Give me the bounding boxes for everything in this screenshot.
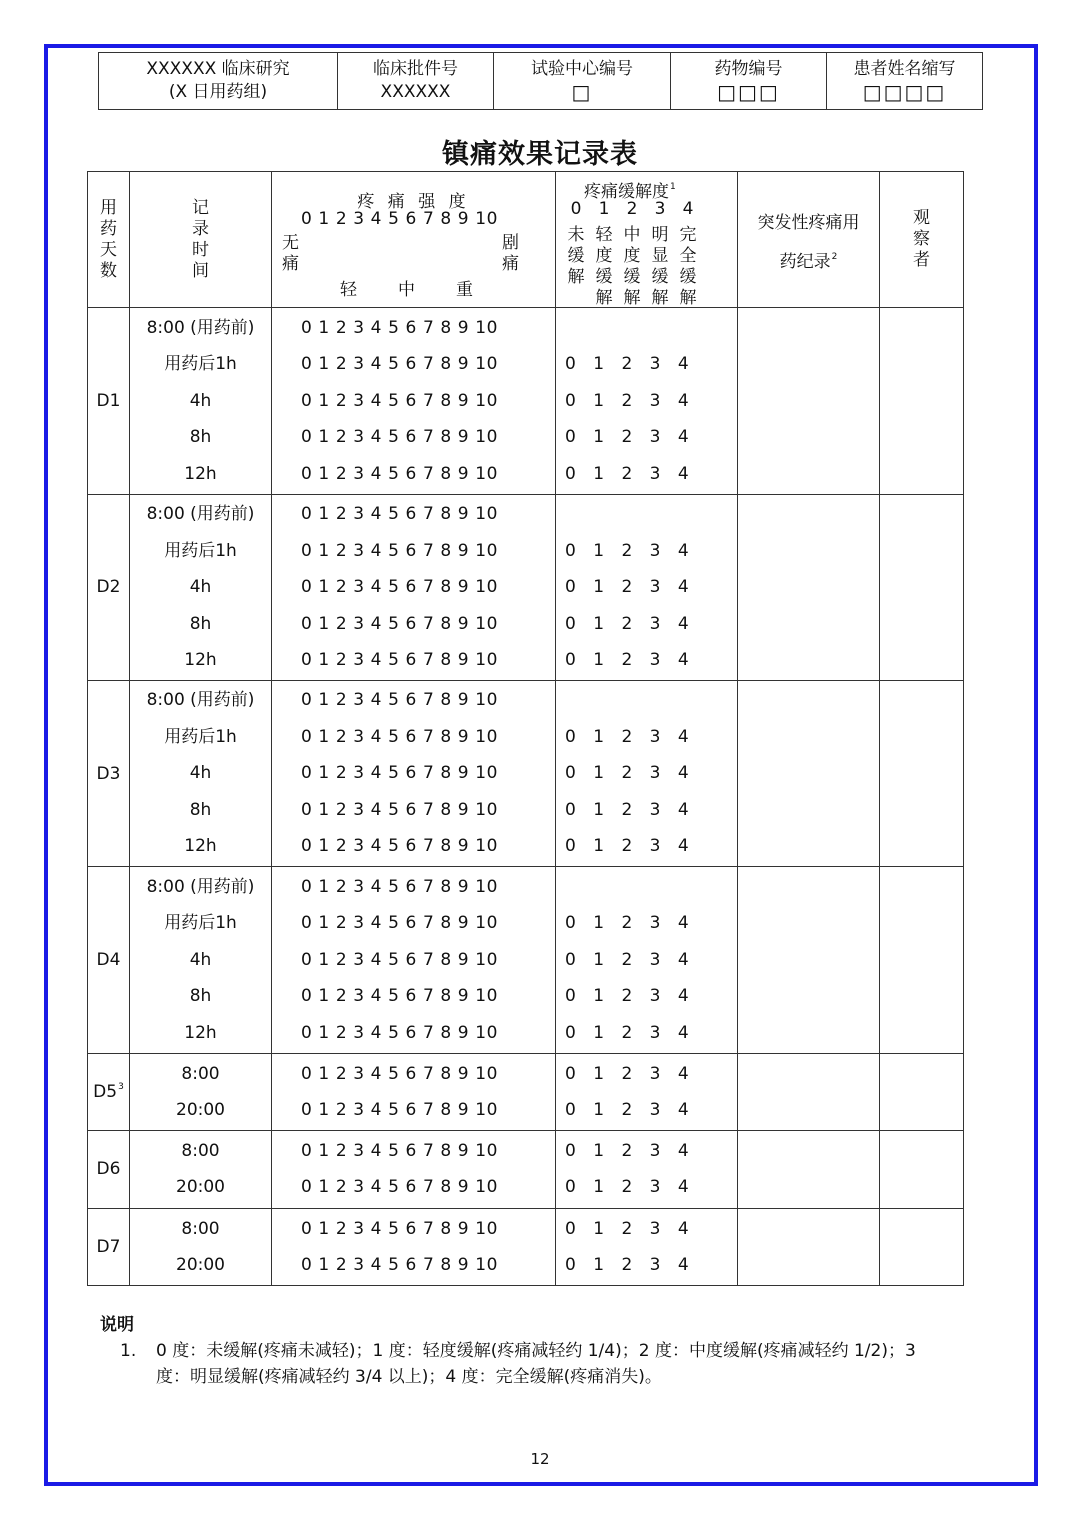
day-row-d3 bbox=[88, 680, 964, 866]
relief-scale-digit: 0 bbox=[570, 198, 582, 219]
relief-scale-row[interactable]: 0 1 2 3 4 bbox=[565, 1177, 689, 1198]
pain-scale-row[interactable]: 0 1 2 3 4 5 6 7 8 9 10 bbox=[301, 1141, 499, 1162]
approval-label: 临床批件号 bbox=[373, 59, 458, 79]
pain-scale-cell bbox=[272, 1131, 556, 1208]
record-time: 12h bbox=[184, 650, 217, 671]
day-row-d5 bbox=[88, 1053, 964, 1130]
day-row-d4 bbox=[88, 867, 964, 1053]
relief-scale-row[interactable] bbox=[556, 496, 737, 533]
pain-scale-row[interactable]: 0 1 2 3 4 5 6 7 8 9 10 bbox=[301, 876, 499, 897]
observer-header-char: 察 bbox=[913, 229, 930, 250]
record-times-cell bbox=[130, 867, 272, 1053]
day-footnote: 3 bbox=[118, 1081, 124, 1092]
record-time: 8:00 bbox=[181, 1141, 220, 1162]
day-label: D6 bbox=[96, 1159, 121, 1180]
relief-scale-cell bbox=[556, 308, 738, 494]
relief-scale-row[interactable]: 0 1 2 3 4 bbox=[565, 949, 689, 970]
breakthrough-cell[interactable] bbox=[738, 494, 880, 680]
notes-heading: 说明 bbox=[100, 1315, 134, 1335]
relief-desc-char: 缓 bbox=[651, 266, 669, 287]
relief-scale-row[interactable] bbox=[556, 682, 737, 719]
relief-scale-digit: 1 bbox=[598, 198, 610, 219]
center-number-boxes[interactable]: □ bbox=[571, 80, 593, 104]
record-time: 8:00 (用药前) bbox=[146, 690, 255, 711]
relief-desc-char: 度 bbox=[623, 245, 641, 266]
record-time: 4h bbox=[189, 763, 212, 784]
patient-cell bbox=[827, 53, 983, 110]
relief-scale-row[interactable]: 0 1 2 3 4 bbox=[565, 1254, 689, 1275]
day-label: D1 bbox=[96, 390, 121, 411]
relief-scale-row[interactable]: 0 1 2 3 4 bbox=[565, 799, 689, 820]
observer-cell[interactable] bbox=[880, 494, 964, 680]
pain-scale-row[interactable]: 0 1 2 3 4 5 6 7 8 9 10 bbox=[301, 650, 499, 671]
day-label-cell bbox=[88, 308, 130, 494]
intensity-header bbox=[272, 172, 556, 308]
note-item-1-cont: 度：明显缓解(疼痛减轻约 3/4 以上)；4 度：完全缓解(疼痛消失)。 bbox=[156, 1367, 662, 1387]
relief-header bbox=[556, 172, 738, 308]
breakthrough-line2: 药纪录$^2$ bbox=[779, 251, 838, 272]
observer-cell[interactable] bbox=[880, 1131, 964, 1208]
pain-scale-row[interactable]: 0 1 2 3 4 5 6 7 8 9 10 bbox=[301, 463, 499, 484]
day-header bbox=[88, 172, 130, 308]
relief-scale-row[interactable]: 0 1 2 3 4 bbox=[565, 390, 689, 411]
pain-scale-cell bbox=[272, 1053, 556, 1130]
no-pain-label: 无 痛 bbox=[282, 232, 299, 274]
relief-desc-char: 解 bbox=[651, 287, 669, 308]
pain-scale-row[interactable]: 0 1 2 3 4 5 6 7 8 9 10 bbox=[301, 540, 499, 561]
time-header-char: 间 bbox=[192, 260, 209, 281]
pain-scale-row[interactable]: 0 1 2 3 4 5 6 7 8 9 10 bbox=[301, 1022, 499, 1043]
relief-scale-digit: 3 bbox=[654, 198, 666, 219]
breakthrough-cell[interactable] bbox=[738, 308, 880, 494]
record-time: 用药后1h bbox=[164, 354, 237, 375]
relief-desc-char: 完 bbox=[679, 224, 697, 245]
breakthrough-cell[interactable] bbox=[738, 680, 880, 866]
relief-desc-char: 轻 bbox=[595, 224, 613, 245]
pain-scale-cell bbox=[272, 680, 556, 866]
record-times-cell bbox=[130, 1053, 272, 1130]
pain-scale-row[interactable]: 0 1 2 3 4 5 6 7 8 9 10 bbox=[301, 504, 499, 525]
relief-scale-row[interactable]: 0 1 2 3 4 bbox=[565, 1218, 689, 1239]
relief-scale-cell bbox=[556, 1131, 738, 1208]
notes-section bbox=[100, 1312, 1036, 1390]
pain-scale-row[interactable]: 0 1 2 3 4 5 6 7 8 9 10 bbox=[301, 690, 499, 711]
record-time: 8:00 (用药前) bbox=[146, 504, 255, 525]
day-row-d1 bbox=[88, 308, 964, 494]
relief-scale-row[interactable]: 0 1 2 3 4 bbox=[565, 577, 689, 598]
day-row-d2 bbox=[88, 494, 964, 680]
record-time: 20:00 bbox=[176, 1254, 225, 1275]
drug-label: 药物编号 bbox=[714, 59, 783, 79]
time-header-char: 录 bbox=[192, 218, 209, 239]
day-row-d7 bbox=[88, 1208, 964, 1286]
relief-scale-cell bbox=[556, 1053, 738, 1130]
time-header-char: 时 bbox=[192, 239, 209, 260]
record-times-cell bbox=[130, 494, 272, 680]
breakthrough-cell[interactable] bbox=[738, 867, 880, 1053]
relief-scale-row[interactable]: 0 1 2 3 4 bbox=[565, 913, 689, 934]
record-time: 用药后1h bbox=[164, 913, 237, 934]
record-time: 8h bbox=[189, 986, 212, 1007]
record-times-cell bbox=[130, 308, 272, 494]
level-severe: 重 bbox=[456, 279, 473, 300]
relief-scale-row[interactable]: 0 1 2 3 4 bbox=[565, 540, 689, 561]
breakthrough-cell[interactable] bbox=[738, 1208, 880, 1286]
breakthrough-line1: 突发性疼痛用 bbox=[757, 212, 860, 233]
approval-cell bbox=[338, 53, 494, 110]
record-time: 8:00 (用药前) bbox=[146, 876, 255, 897]
pain-scale-row[interactable]: 0 1 2 3 4 5 6 7 8 9 10 bbox=[301, 836, 499, 857]
record-time: 用药后1h bbox=[164, 726, 237, 747]
record-times-cell bbox=[130, 1131, 272, 1208]
record-time: 用药后1h bbox=[164, 540, 237, 561]
record-time: 4h bbox=[189, 390, 212, 411]
record-times-cell bbox=[130, 680, 272, 866]
relief-scale-row[interactable]: 0 1 2 3 4 bbox=[565, 836, 689, 857]
table-header-row bbox=[88, 172, 964, 308]
record-time: 12h bbox=[184, 1022, 217, 1043]
relief-scale-row[interactable] bbox=[556, 869, 737, 906]
day-header-char: 用 bbox=[100, 197, 117, 218]
pain-scale-row[interactable]: 0 1 2 3 4 5 6 7 8 9 10 bbox=[301, 613, 499, 634]
relief-scale-digit: 2 bbox=[626, 198, 638, 219]
relief-desc-char: 解 bbox=[679, 287, 697, 308]
relief-scale-row[interactable] bbox=[556, 310, 737, 347]
study-line2: (X 日用药组) bbox=[168, 82, 268, 102]
day-header-char: 数 bbox=[100, 260, 117, 281]
study-name-cell bbox=[99, 53, 338, 110]
pain-scale-row[interactable]: 0 1 2 3 4 5 6 7 8 9 10 bbox=[301, 1099, 499, 1120]
breakthrough-header bbox=[738, 172, 880, 308]
relief-desc-char: 中 bbox=[623, 224, 641, 245]
day-label-cell bbox=[88, 1208, 130, 1286]
pain-scale-row[interactable]: 0 1 2 3 4 5 6 7 8 9 10 bbox=[301, 986, 499, 1007]
relief-desc-char: 明 bbox=[651, 224, 669, 245]
day-label: D5 bbox=[93, 1081, 118, 1102]
observer-cell[interactable] bbox=[880, 1053, 964, 1130]
relief-desc-char: 缓 bbox=[623, 266, 641, 287]
relief-desc-char: 解 bbox=[595, 287, 613, 308]
center-cell bbox=[494, 53, 671, 110]
drug-number-boxes[interactable]: □□□ bbox=[717, 80, 780, 104]
pain-record-table bbox=[87, 171, 964, 1286]
observer-header-char: 观 bbox=[913, 208, 930, 229]
record-time: 20:00 bbox=[176, 1099, 225, 1120]
record-time: 4h bbox=[189, 577, 212, 598]
intensity-scale: 0 1 2 3 4 5 6 7 8 9 10 bbox=[301, 208, 499, 229]
day-row-d6 bbox=[88, 1131, 964, 1208]
pain-scale-row[interactable]: 0 1 2 3 4 5 6 7 8 9 10 bbox=[301, 317, 499, 338]
pain-scale-cell bbox=[272, 308, 556, 494]
relief-scale-digit: 4 bbox=[682, 198, 694, 219]
relief-scale-row[interactable]: 0 1 2 3 4 bbox=[565, 427, 689, 448]
relief-desc-char: 未 bbox=[567, 224, 585, 245]
day-label-cell bbox=[88, 867, 130, 1053]
record-time: 20:00 bbox=[176, 1177, 225, 1198]
time-header-char: 记 bbox=[192, 197, 209, 218]
pain-scale-row[interactable]: 0 1 2 3 4 5 6 7 8 9 10 bbox=[301, 913, 499, 934]
day-label-cell bbox=[88, 680, 130, 866]
pain-scale-row[interactable]: 0 1 2 3 4 5 6 7 8 9 10 bbox=[301, 390, 499, 411]
drug-cell bbox=[671, 53, 827, 110]
record-times-cell bbox=[130, 1208, 272, 1286]
relief-scale-row[interactable]: 0 1 2 3 4 bbox=[565, 354, 689, 375]
relief-desc-char: 显 bbox=[651, 245, 669, 266]
level-mild: 轻 bbox=[340, 279, 357, 300]
record-time: 8:00 bbox=[181, 1218, 220, 1239]
record-time: 4h bbox=[189, 949, 212, 970]
pain-scale-cell bbox=[272, 867, 556, 1053]
record-time: 12h bbox=[184, 463, 217, 484]
relief-desc-char: 度 bbox=[595, 245, 613, 266]
pain-scale-row[interactable]: 0 1 2 3 4 5 6 7 8 9 10 bbox=[301, 799, 499, 820]
observer-header-char: 者 bbox=[913, 250, 930, 271]
observer-cell[interactable] bbox=[880, 867, 964, 1053]
relief-desc-char: 缓 bbox=[679, 266, 697, 287]
relief-scale-cell bbox=[556, 680, 738, 866]
pain-scale-cell bbox=[272, 1208, 556, 1286]
day-label-cell bbox=[88, 494, 130, 680]
pain-scale-row[interactable]: 0 1 2 3 4 5 6 7 8 9 10 bbox=[301, 1254, 499, 1275]
relief-desc-char: 解 bbox=[567, 266, 585, 287]
pain-scale-row[interactable]: 0 1 2 3 4 5 6 7 8 9 10 bbox=[301, 577, 499, 598]
patient-label: 患者姓名缩写 bbox=[853, 59, 956, 79]
breakthrough-cell[interactable] bbox=[738, 1053, 880, 1130]
pain-scale-row[interactable]: 0 1 2 3 4 5 6 7 8 9 10 bbox=[301, 763, 499, 784]
observer-cell[interactable] bbox=[880, 308, 964, 494]
day-label: D7 bbox=[96, 1236, 121, 1257]
day-label: D4 bbox=[96, 949, 121, 970]
relief-scale-cell bbox=[556, 1208, 738, 1286]
record-time: 8:00 bbox=[181, 1063, 220, 1084]
relief-scale-row[interactable]: 0 1 2 3 4 bbox=[565, 763, 689, 784]
relief-scale-row[interactable]: 0 1 2 3 4 bbox=[565, 986, 689, 1007]
relief-desc-char: 解 bbox=[623, 287, 641, 308]
relief-desc-char: 缓 bbox=[567, 245, 585, 266]
relief-scale-row[interactable]: 0 1 2 3 4 bbox=[565, 463, 689, 484]
pain-scale-row[interactable]: 0 1 2 3 4 5 6 7 8 9 10 bbox=[301, 1218, 499, 1239]
pain-scale-row[interactable]: 0 1 2 3 4 5 6 7 8 9 10 bbox=[301, 726, 499, 747]
pain-scale-row[interactable]: 0 1 2 3 4 5 6 7 8 9 10 bbox=[301, 1177, 499, 1198]
relief-scale-row[interactable]: 0 1 2 3 4 bbox=[565, 1063, 689, 1084]
relief-scale-cell bbox=[556, 867, 738, 1053]
record-time: 12h bbox=[184, 836, 217, 857]
day-label: D2 bbox=[96, 577, 121, 598]
record-time: 8h bbox=[189, 427, 212, 448]
intensity-title: 疼 痛 强 度 bbox=[357, 191, 470, 212]
relief-title: 疼痛缓解度$^1$ bbox=[584, 181, 676, 202]
time-header bbox=[130, 172, 272, 308]
day-label-cell bbox=[88, 1053, 130, 1130]
level-moderate: 中 bbox=[398, 279, 415, 300]
relief-scale-row[interactable]: 0 1 2 3 4 bbox=[565, 650, 689, 671]
day-header-char: 药 bbox=[100, 218, 117, 239]
relief-scale-row[interactable]: 0 1 2 3 4 bbox=[565, 1022, 689, 1043]
study-line1: XXXXXX 临床研究 bbox=[146, 59, 290, 79]
study-header-table bbox=[98, 52, 983, 110]
patient-initials-boxes[interactable]: □□□□ bbox=[862, 80, 947, 104]
observer-cell[interactable] bbox=[880, 680, 964, 866]
center-label: 试验中心编号 bbox=[531, 59, 633, 79]
observer-header bbox=[880, 172, 964, 308]
observer-cell[interactable] bbox=[880, 1208, 964, 1286]
record-time: 8h bbox=[189, 799, 212, 820]
severe-pain-label: 剧 痛 bbox=[502, 232, 519, 274]
relief-desc-char: 全 bbox=[679, 245, 697, 266]
relief-desc-char: 缓 bbox=[595, 266, 613, 287]
approval-value: XXXXXX bbox=[380, 82, 451, 102]
note-item-1: 1. 0 度：未缓解(疼痛未减轻)；1 度：轻度缓解(疼痛减轻约 1/4)；2 度：中度缓解(疼痛减轻约 1/2)；3 bbox=[120, 1341, 916, 1361]
relief-scale-row[interactable]: 0 1 2 3 4 bbox=[565, 613, 689, 634]
record-time: 8h bbox=[189, 613, 212, 634]
pain-scale-row[interactable]: 0 1 2 3 4 5 6 7 8 9 10 bbox=[301, 1063, 499, 1084]
pain-scale-cell bbox=[272, 494, 556, 680]
breakthrough-cell[interactable] bbox=[738, 1131, 880, 1208]
relief-scale-row[interactable]: 0 1 2 3 4 bbox=[565, 726, 689, 747]
page-title: 镇痛效果记录表 bbox=[442, 139, 638, 170]
relief-scale-row[interactable]: 0 1 2 3 4 bbox=[565, 1141, 689, 1162]
record-time: 8:00 (用药前) bbox=[146, 317, 255, 338]
pain-scale-row[interactable]: 0 1 2 3 4 5 6 7 8 9 10 bbox=[301, 354, 499, 375]
pain-scale-row[interactable]: 0 1 2 3 4 5 6 7 8 9 10 bbox=[301, 949, 499, 970]
pain-scale-row[interactable]: 0 1 2 3 4 5 6 7 8 9 10 bbox=[301, 427, 499, 448]
day-label: D3 bbox=[96, 763, 121, 784]
day-header-char: 天 bbox=[100, 239, 117, 260]
relief-scale-cell bbox=[556, 494, 738, 680]
day-label-cell bbox=[88, 1131, 130, 1208]
relief-scale-row[interactable]: 0 1 2 3 4 bbox=[565, 1099, 689, 1120]
page-number: 12 bbox=[530, 1450, 550, 1468]
